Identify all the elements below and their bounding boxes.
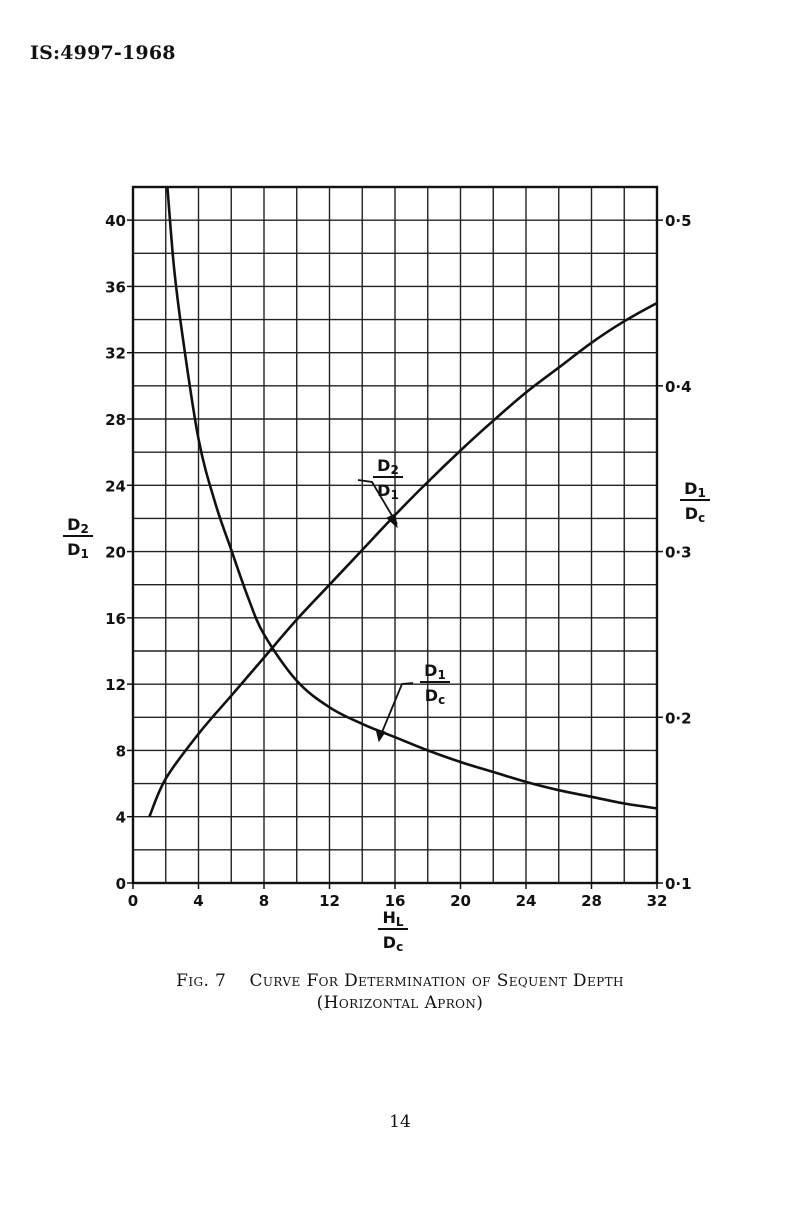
chart-axes [105, 187, 691, 910]
y-right-axis-title [680, 479, 710, 525]
chart-series [149, 187, 657, 817]
y-right-tick-label: 0·2 [665, 709, 692, 728]
y-left-tick-label: 20 [105, 543, 126, 562]
y-left-tick-label: 8 [115, 742, 126, 761]
x-tick-label: 32 [646, 892, 668, 910]
y-right-tick-label: 0·1 [665, 875, 692, 893]
x-axis-title-denominator: Dc [382, 933, 404, 954]
chart-labels [63, 456, 710, 954]
series-label-d1-dc-numerator: D1 [424, 661, 446, 682]
y-left-axis-title [63, 515, 93, 561]
y-right-tick-label: 0·3 [665, 543, 692, 562]
series-label-d1-dc-denominator: Dc [424, 686, 446, 707]
y-left-tick-label: 0 [115, 875, 126, 893]
x-tick-label: 12 [319, 892, 340, 910]
arrowhead-d1-dc [376, 729, 385, 741]
y-left-axis-title-denominator: D1 [67, 540, 89, 561]
series-label-d2-d1-numerator: D2 [377, 456, 399, 477]
y-left-axis-title-numerator: D2 [67, 515, 89, 536]
figure-title: Curve For Determination of Sequent Depth [249, 971, 624, 991]
x-axis-title-numerator: HL [382, 908, 404, 929]
figure-label: Fig. 7 [176, 971, 227, 991]
x-tick-label: 28 [581, 892, 602, 910]
x-axis-title [378, 908, 408, 954]
x-tick-label: 24 [515, 892, 537, 910]
y-left-tick-label: 32 [105, 344, 126, 363]
y-left-tick-label: 12 [105, 676, 126, 695]
y-right-tick-label: 0·5 [665, 212, 692, 231]
y-right-axis-title-numerator: D1 [684, 479, 706, 500]
chart-grid [133, 187, 657, 883]
y-left-tick-label: 28 [105, 411, 126, 429]
figure-caption [0, 970, 800, 1014]
figure-subtitle: (Horizontal Apron) [316, 993, 484, 1013]
x-tick-label: 4 [193, 892, 204, 910]
page-number: 14 [389, 1112, 411, 1132]
x-tick-label: 16 [384, 892, 406, 910]
y-left-tick-label: 24 [105, 477, 126, 496]
y-left-tick-label: 16 [105, 609, 126, 628]
leader-arrow-d1-dc [380, 683, 413, 737]
series-label-d2-d1 [373, 456, 403, 502]
y-left-tick-label: 36 [105, 278, 126, 297]
y-right-tick-label: 0·4 [665, 377, 692, 396]
standard-number: IS:4997-1968 [30, 42, 176, 64]
x-tick-label: 8 [258, 892, 270, 910]
y-right-axis-title-denominator: Dc [684, 504, 706, 525]
x-tick-label: 0 [127, 892, 139, 910]
series-label-d2-d1-denominator: D1 [377, 481, 399, 502]
y-left-tick-label: 40 [105, 212, 126, 231]
y-left-tick-label: 4 [115, 808, 126, 827]
x-tick-label: 20 [450, 892, 471, 910]
